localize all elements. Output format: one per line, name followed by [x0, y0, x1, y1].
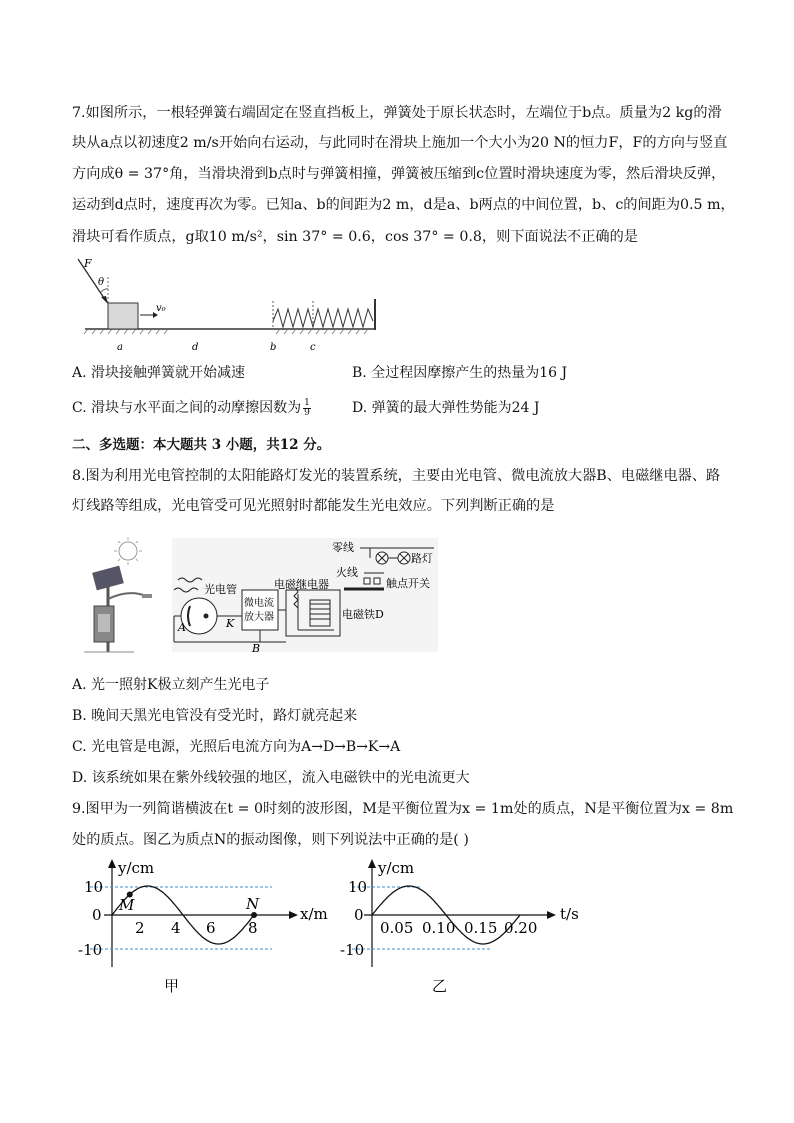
amplifier-label-2: 放大器 — [244, 612, 274, 623]
x-tick-0.15: 0.15 — [464, 919, 498, 937]
x-tick-0.05: 0.05 — [380, 919, 414, 937]
x-axis-label: x/m — [300, 905, 328, 923]
velocity-label: v₀ — [156, 303, 166, 314]
q7-option-d: D. 弹簧的最大弹性势能为24 J — [352, 400, 540, 416]
q7-line-1: 7.如图所示，一根轻弹簧右端固定在竖直挡板上，弹簧处于原长状态时，左端位于b点。质量为2 kg的滑 — [72, 105, 722, 121]
y-tick-0: 0 — [354, 906, 364, 924]
q7-line-5: 滑块可看作质点，g取10 m/s²，sin 37° = 0.6，cos 37° = 0.8，则下面说法不正确的是 — [72, 229, 638, 245]
q9-line-2: 处的质点。图乙为质点N的振动图像，则下列说法中正确的是( ) — [72, 832, 469, 848]
q7-option-a: A. 滑块接触弹簧就开始减速 — [72, 365, 246, 381]
q7-option-c — [72, 398, 313, 418]
q8-option-d: D. 该系统如果在紫外线较强的地区，流入电磁铁中的光电流更大 — [72, 770, 470, 786]
angle-label: θ — [98, 277, 105, 288]
caption-yi: 乙 — [432, 977, 448, 995]
x-axis-label: t/s — [560, 905, 579, 923]
q9-line-1: 9.图甲为一列简谐横波在t = 0时刻的波形图，M是平衡位置为x = 1m处的质点，N是平衡位置为x = 8m — [72, 801, 734, 817]
solar-street-lamp-photo — [84, 537, 152, 652]
x-tick-2: 2 — [135, 919, 145, 937]
terminal-a-label: A — [178, 621, 186, 634]
q7-line-3: 方向成θ = 37°角，当滑块滑到b点时与弹簧相撞，弹簧被压缩到c位置时滑块速度为零，然后滑块反弹， — [72, 166, 726, 182]
force-label: F — [84, 257, 92, 270]
q8-line-1: 8.图为利用光电管控制的太阳能路灯发光的装置系统，主要由光电管、微电流放大器B、电磁继电器、路 — [72, 468, 721, 484]
x-tick-8: 8 — [248, 919, 258, 937]
y-tick-neg10: -10 — [340, 941, 365, 959]
wave-graph-jia — [72, 855, 342, 995]
q8-option-a: A. 光一照射K极立刻产生光电子 — [72, 677, 270, 693]
x-tick-0.20: 0.20 — [504, 919, 538, 937]
terminal-b-label: B — [252, 642, 261, 655]
zero-line-label: 零线 — [332, 541, 354, 554]
y-tick-neg10: -10 — [78, 941, 103, 959]
q7-line-4: 运动到d点时，速度再次为零。已知a、b的间距为2 m，d是a、b两点的中间位置，b、c的间距为0.5 m， — [72, 197, 735, 213]
phototube-label: 光电管 — [204, 583, 237, 596]
point-c: c — [310, 342, 316, 353]
fraction-numerator: 1 — [304, 397, 310, 408]
live-line-label: 火线 — [336, 566, 358, 579]
section-heading: 二、多选题：本大题共 3 小题，共12 分。 — [72, 437, 331, 453]
relay-label: 电磁继电器 — [274, 578, 329, 591]
x-tick-4: 4 — [171, 919, 181, 937]
y-tick-10: 10 — [348, 878, 368, 896]
street-lamp-label: 路灯 — [411, 552, 433, 565]
q7-line-2: 块从a点以初速度2 m/s开始向右运动，与此同时在滑块上施加一个大小为20 N的恒力F，F的方向与竖直 — [72, 135, 728, 151]
point-d: d — [192, 342, 199, 353]
q7-option-b: B. 全过程因摩擦产生的热量为16 J — [352, 365, 568, 381]
q8-option-b: B. 晚间天黑光电管没有受光时，路灯就亮起来 — [72, 708, 358, 724]
q8-line-2: 灯线路等组成，光电管受可见光照射时都能发生光电效应。下列判断正确的是 — [72, 498, 555, 514]
y-axis-label: y/cm — [118, 859, 155, 877]
q8-circuit-figure — [74, 534, 440, 656]
q7-option-c-text: C. 滑块与水平面之间的动摩擦因数为 — [72, 400, 302, 416]
y-axis-label: y/cm — [378, 859, 415, 877]
fraction-denominator: 9 — [304, 407, 310, 418]
contact-switch-label: 触点开关 — [386, 577, 430, 590]
x-tick-0.10: 0.10 — [422, 919, 456, 937]
point-a: a — [117, 342, 123, 353]
electromagnet-label: 电磁铁D — [342, 608, 384, 621]
sun-icon — [119, 542, 137, 560]
q7-block-spring-figure — [70, 255, 390, 355]
slider-block — [108, 303, 138, 329]
point-n-label: N — [246, 895, 260, 913]
fraction — [303, 399, 311, 418]
point-b: b — [270, 342, 277, 353]
y-tick-0: 0 — [92, 906, 102, 924]
point-m-label: M — [119, 896, 135, 914]
x-tick-6: 6 — [206, 919, 216, 937]
y-tick-10: 10 — [84, 878, 104, 896]
q8-option-c: C. 光电管是电源，光照后电流方向为A→D→B→K→A — [72, 739, 401, 755]
amplifier-label-1: 微电流 — [244, 598, 274, 609]
terminal-k-label: K — [226, 617, 235, 630]
caption-jia: 甲 — [164, 977, 180, 995]
vibration-graph-yi — [340, 855, 590, 995]
spring — [273, 309, 373, 327]
